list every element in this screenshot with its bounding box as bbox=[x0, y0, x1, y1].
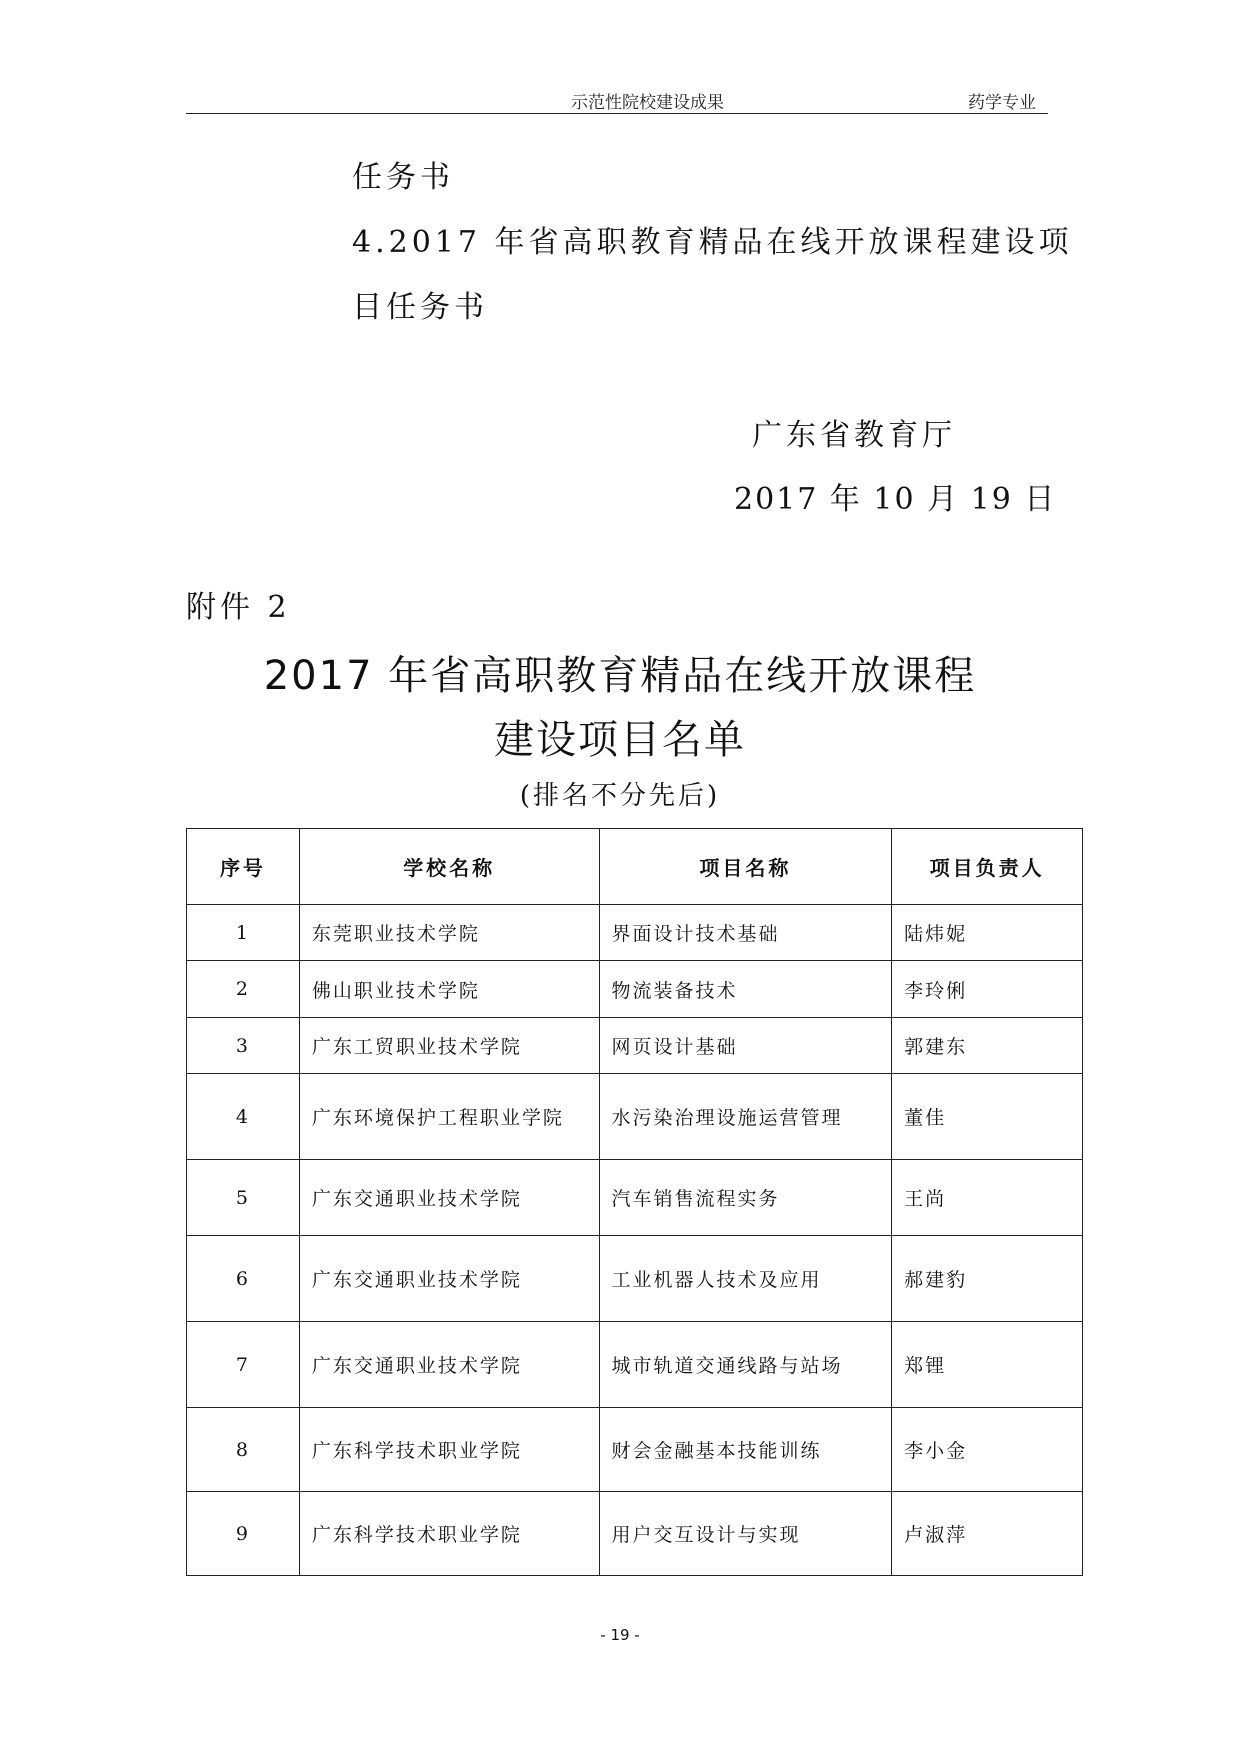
header-project: 项目名称 bbox=[599, 829, 892, 905]
cell-school: 广东工贸职业技术学院 bbox=[299, 1018, 599, 1074]
signature-org: 广东省教育厅 bbox=[752, 418, 956, 453]
table-row bbox=[187, 1074, 1083, 1160]
cell-serial: 1 bbox=[187, 905, 300, 961]
header-title: 示范性院校建设成果 bbox=[571, 93, 724, 113]
table-row bbox=[187, 1408, 1083, 1492]
table-row bbox=[187, 905, 1083, 961]
cell-project: 汽车销售流程实务 bbox=[599, 1160, 892, 1236]
project-list-table bbox=[186, 828, 1083, 1576]
header-serial: 序号 bbox=[187, 829, 300, 905]
header-rule bbox=[186, 113, 1048, 114]
page-number: - 19 - bbox=[600, 1626, 640, 1644]
page-subtitle: (排名不分先后) bbox=[519, 781, 721, 811]
table-row bbox=[187, 1322, 1083, 1408]
table-row bbox=[187, 1018, 1083, 1074]
cell-school: 广东交通职业技术学院 bbox=[299, 1236, 599, 1322]
table-row bbox=[187, 1160, 1083, 1236]
page-title-line-1: 2017 年省高职教育精品在线开放课程 bbox=[263, 653, 977, 699]
cell-serial: 5 bbox=[187, 1160, 300, 1236]
cell-leader: 郝建豹 bbox=[892, 1236, 1083, 1322]
cell-serial: 7 bbox=[187, 1322, 300, 1408]
cell-leader: 陆炜妮 bbox=[892, 905, 1083, 961]
intro-line-1: 任务书 bbox=[352, 160, 454, 195]
cell-serial: 4 bbox=[187, 1074, 300, 1160]
header-major: 药学专业 bbox=[968, 93, 1036, 113]
cell-school: 广东科学技术职业学院 bbox=[299, 1492, 599, 1576]
cell-serial: 9 bbox=[187, 1492, 300, 1576]
cell-leader: 李小金 bbox=[892, 1408, 1083, 1492]
cell-leader: 王尚 bbox=[892, 1160, 1083, 1236]
cell-serial: 6 bbox=[187, 1236, 300, 1322]
cell-serial: 2 bbox=[187, 961, 300, 1018]
cell-project: 财会金融基本技能训练 bbox=[599, 1408, 892, 1492]
table-row bbox=[187, 961, 1083, 1018]
cell-leader: 董佳 bbox=[892, 1074, 1083, 1160]
cell-leader: 郭建东 bbox=[892, 1018, 1083, 1074]
cell-school: 佛山职业技术学院 bbox=[299, 961, 599, 1018]
cell-project: 物流装备技术 bbox=[599, 961, 892, 1018]
cell-school: 广东交通职业技术学院 bbox=[299, 1160, 599, 1236]
intro-line-2: 4.2017 年省高职教育精品在线开放课程建设项 bbox=[352, 225, 1073, 260]
cell-school: 东莞职业技术学院 bbox=[299, 905, 599, 961]
cell-project: 工业机器人技术及应用 bbox=[599, 1236, 892, 1322]
cell-project: 网页设计基础 bbox=[599, 1018, 892, 1074]
intro-line-3: 目任务书 bbox=[352, 290, 488, 325]
signature-date: 2017 年 10 月 19 日 bbox=[734, 482, 1057, 517]
table-header-row bbox=[187, 829, 1083, 905]
cell-serial: 8 bbox=[187, 1408, 300, 1492]
cell-leader: 李玲俐 bbox=[892, 961, 1083, 1018]
cell-leader: 郑锂 bbox=[892, 1322, 1083, 1408]
header-leader: 项目负责人 bbox=[892, 829, 1083, 905]
cell-school: 广东环境保护工程职业学院 bbox=[299, 1074, 599, 1160]
page-title-line-2: 建设项目名单 bbox=[494, 717, 746, 763]
cell-serial: 3 bbox=[187, 1018, 300, 1074]
cell-school: 广东科学技术职业学院 bbox=[299, 1408, 599, 1492]
cell-school: 广东交通职业技术学院 bbox=[299, 1322, 599, 1408]
cell-project: 用户交互设计与实现 bbox=[599, 1492, 892, 1576]
header-school: 学校名称 bbox=[299, 829, 599, 905]
cell-leader: 卢淑萍 bbox=[892, 1492, 1083, 1576]
cell-project: 城市轨道交通线路与站场 bbox=[599, 1322, 892, 1408]
table-row bbox=[187, 1492, 1083, 1576]
attachment-label: 附件 2 bbox=[186, 590, 291, 625]
table-row bbox=[187, 1236, 1083, 1322]
cell-project: 界面设计技术基础 bbox=[599, 905, 892, 961]
cell-project: 水污染治理设施运营管理 bbox=[599, 1074, 892, 1160]
